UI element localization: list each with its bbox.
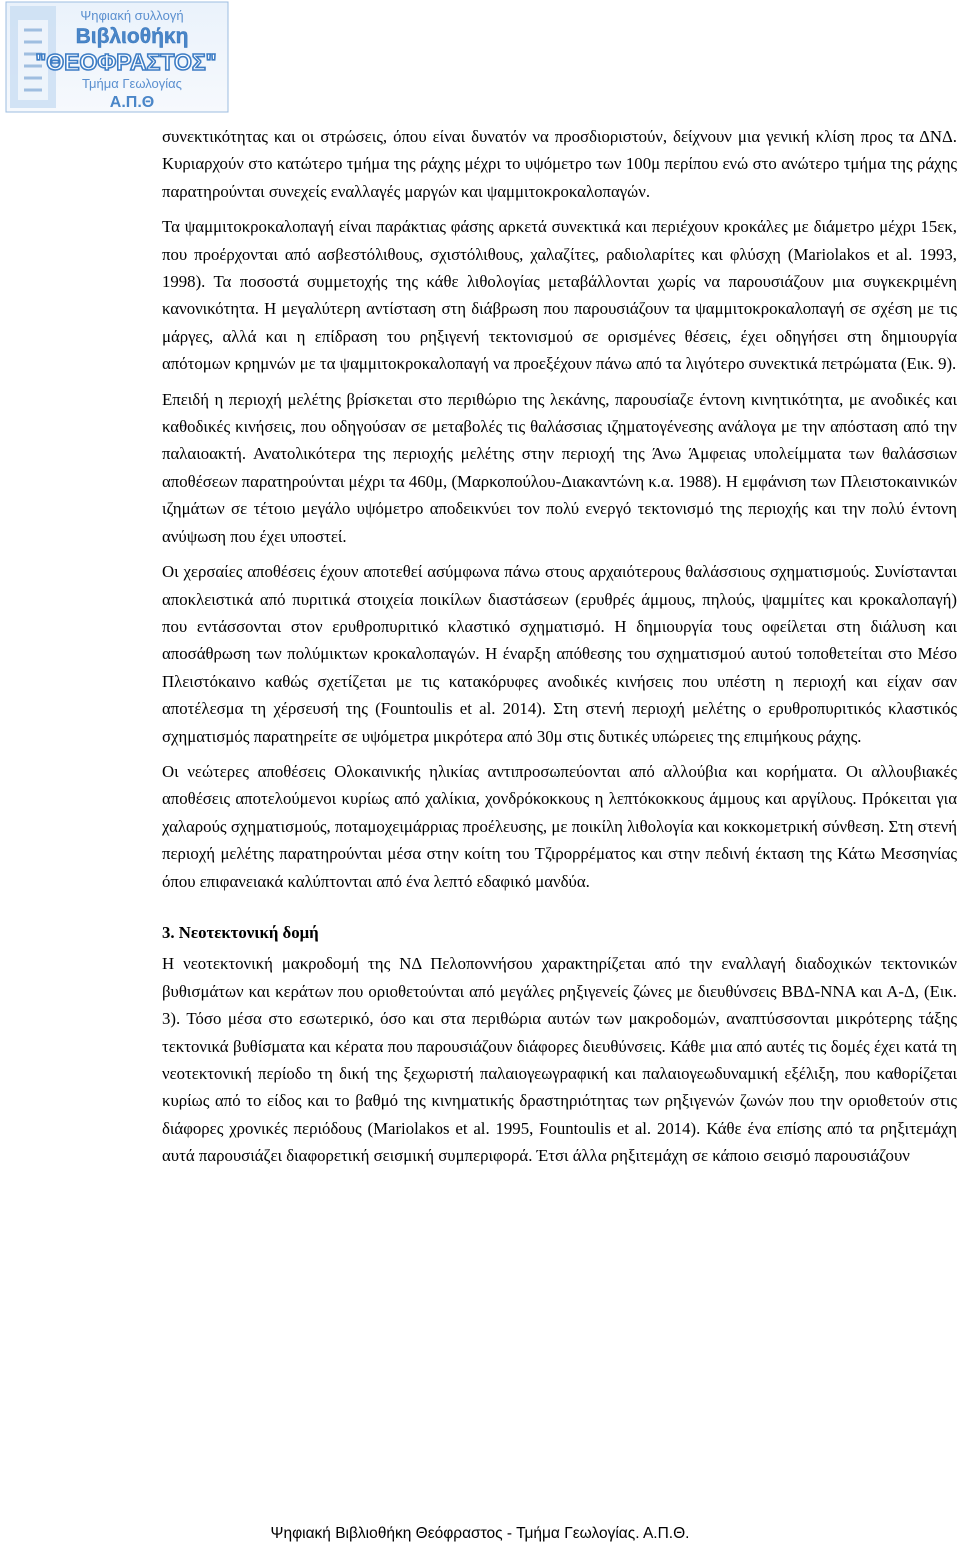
- svg-text:Ψηφιακή συλλογή: Ψηφιακή συλλογή: [80, 8, 184, 23]
- page-footer: Ψηφιακή Βιβλιοθήκη Θεόφραστος - Τμήμα Γεωλογίας. Α.Π.Θ.: [270, 1525, 690, 1542]
- svg-text:Βιβλιοθήκη: Βιβλιοθήκη: [75, 25, 189, 48]
- section-heading: 3. Νεοτεκτονική δομή: [162, 922, 319, 942]
- paragraph: συνεκτικότητας και οι στρώσεις, όπου είναι δυνατόν να προσδιοριστούν, δείχνουν μια γενική κλίση προς τα ΔΝΔ. Κυριαρχούν στο κατώτερο τμήμα της ράχης μέχρι το υψόμετρο των 100μ περίπου ενώ στο ανώτερο τμήμα της ράχης παρατηρούνται συνεχείς εναλλαγές μαργών και ψαμμιτοκροκαλοπαγών.: [162, 127, 957, 201]
- paragraph: Οι νεώτερες αποθέσεις Ολοκαινικής ηλικίας αντιπροσωπεύονται από αλλούβια και κορήματα. Οι αλλουβιακές αποθέσεις αποτελούμενοι κυρίως από χαλίκια, χονδρόκοκκους η λεπτόκοκκους άμμους και αργίλους. Πρόκειται για χαλαρούς σχηματισμούς, ποταμοχειμάρριας προέλευσης, με ποικίλη λιθολογία και κοκκομετρική σύνθεση. Στη στενή περιοχή μελέτης παρατηρούνται μέσα στην κοίτη του Τζιρορρέματος και στην πεδινή έκταση της Κάτω Μεσσηνίας όπου επιφανειακά καλύπτονται από ένα λεπτό εδαφικό μανδύα.: [162, 761, 957, 891]
- paragraph: Επειδή η περιοχή μελέτης βρίσκεται στο περιθώριο της λεκάνης, παρουσίαζε έντονη κινητικότητα, με ανοδικές και καθοδικές κινήσεις, που οδηγούσαν σε μεταβολές τις θαλάσσιας ιζηματογένεσης ανάλογα με την απόσταση από την παλαιοακτή. Ανατολικότερα της περιοχής μελέτης στην περιοχή της Άνω Άμφειας υπολείμματα των θαλάσσιων αποθέσεων παρατηρούνται μέχρι τα 460μ, (Μαρκοπούλου-Διακαντώνη κ.α. 1988). Η εμφάνιση των Πλειστοκαινικών ιζημάτων σε τέτοιο μεγάλο υψόμετρο αποδεικνύει τον πολύ ενεργό τεκτονισμό της περιοχής και την πολύ έντονη ανύψωση που έχει υποστεί.: [162, 389, 957, 546]
- section-paragraph: Η νεοτεκτονική μακροδομή της ΝΔ Πελοποννήσου χαρακτηρίζεται από την εναλλαγή διαδοχικών τεκτονικών βυθισμάτων και κεράτων που οριοθετούνται από μεγάλες ρηξιγενείς ζώνες με διευθύνσεις ΒΒΔ-ΝΝΑ και Α-Δ, (Εικ. 3). Τόσο μέσα στο εσωτερικό, όσο και στα περιθώρια αυτών των μακροδομών, αναπτύσσονται μικρότερης τάξης τεκτονικά βυθίσματα και κέρατα που παρουσιάζουν διάφορες διευθύνσεις. Κάθε μια από αυτές τις δομές έχει κατά τη νεοτεκτονική περίοδο τη δική της ξεχωριστή παλαιογεωγραφική και παλαιογεωδυναμική εξέλιξη, που καθορίζεται κυρίως από το είδος και το βαθμό της κινηματικής δραστηριότητας των ρηξιγενών ζωνών που την οριοθετούν στις διάφορες χρονικές περιόδους (Mariolakos et al. 1995, Fountoulis et al. 2014). Κάθε ένα επίσης από τα ρηξιτεμάχη αυτά παρουσιάζει διαφορετική σεισμική συμπεριφορά. Έτσι άλλα ρηξιτεμάχη σε κάποιο σεισμό παρουσιάζουν: [162, 954, 957, 1166]
- library-logo: [4, 0, 230, 114]
- svg-text:"ΘΕΟΦΡΑΣΤΟΣ": "ΘΕΟΦΡΑΣΤΟΣ": [35, 49, 217, 75]
- svg-text:Τμήμα Γεωλογίας: Τμήμα Γεωλογίας: [82, 76, 182, 91]
- document-body: [162, 123, 957, 1170]
- paragraph: Οι χερσαίες αποθέσεις έχουν αποτεθεί ασύμφωνα πάνω στους αρχαιότερους θαλάσσιους σχηματισμούς. Συνίστανται αποκλειστικά από πυριτικά στοιχεία ποικίλων διαστάσεων (ερυθρές άμμους, πηλούς, ψαμμίτες και κροκαλοπαγή) που εντάσσονται στον ερυθροπυριτικό κλαστικό σχηματισμό. Η δημιουργία τους οφείλεται στη διάλυση και αποσάθρωση των πολύμικτων κροκαλοπαγών. Η έναρξη απόθεσης του σχηματισμού αυτού τοποθετείται στο Μέσο Πλειστόκαινο καθώς σχετίζεται με τις κατακόρυφες ανοδικές κινήσεις που υπέστη η περιοχή και είχαν σαν αποτέλεσμα τη χέρσευσή της (Fountoulis et al. 2014). Στη στενή περιοχή μελέτης ο ερυθροπυριτικός κλαστικός σχηματισμός παρατηρείτε σε υψόμετρα μικρότερα από 30μ στις δυτικές υπώρειες της επιμήκους ράχης.: [162, 562, 957, 746]
- paragraph: Τα ψαμμιτοκροκαλοπαγή είναι παράκτιας φάσης αρκετά συνεκτικά και περιέχουν κροκάλες με διάμετρο μέχρι 15εκ, που προέρχονται από ασβεστόλιθους, σχιστόλιθους, χαλαζίτες, ραδιολαρίτες και φλύσχη (Mariolakos et al. 1993, 1998). Τα ποσοστά συμμετοχής της κάθε λιθολογίας μεταβάλλονται χωρίς να παρουσιάζουν μια συγκεκριμένη κανονικότητα. Η μεγαλύτερη αντίσταση στη διάβρωση που παρουσιάζουν τα ψαμμιτοκροκαλοπαγή σε σχέση με τις μάργες, αλλά και η επίδραση του ρηξιγενή τεκτονισμού σε ορισμένες θέσεις, έχει οδηγήσει στη δημιουργία απότομων κρημνών με τα ψαμμιτοκροκαλοπαγή να προεξέχουν πάνω από τα λιγότερο συνεκτικά πετρώματα (Εικ. 9).: [162, 217, 957, 374]
- svg-text:Α.Π.Θ: Α.Π.Θ: [109, 94, 155, 111]
